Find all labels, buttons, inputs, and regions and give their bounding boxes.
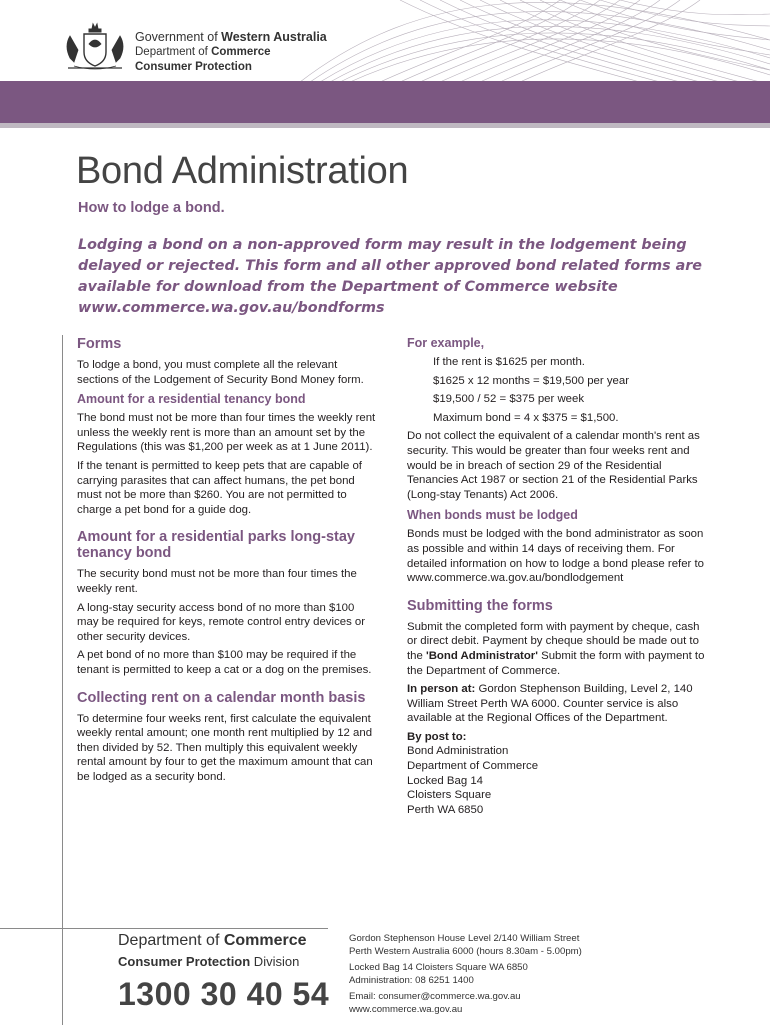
wa-coat-of-arms-icon bbox=[60, 22, 130, 74]
left-margin-rule bbox=[62, 335, 63, 1025]
example-line: $19,500 / 52 = $375 per week bbox=[433, 393, 585, 406]
residential-bond-paragraph-2: If the tenant is permitted to keep pets that are capable of carrying parasites that can affect humans, the pet bond must not be more than $260. You are not permitted to charge a pet bond for a guide dog. bbox=[77, 459, 362, 516]
parks-bond-heading: Amount for a residential parks long-stay tenancy bond bbox=[77, 529, 355, 562]
in-person-label: In person at: bbox=[407, 683, 476, 696]
footer-postal-line: Administration: 08 6251 1400 bbox=[349, 974, 474, 986]
gov-prefix: Government of bbox=[135, 30, 222, 44]
post-address-line: Perth WA 6850 bbox=[407, 803, 484, 816]
example-line: Maximum bond = 4 x $375 = $1,500. bbox=[433, 411, 619, 424]
residential-bond-heading: Amount for a residential tenancy bond bbox=[77, 392, 306, 407]
parks-bond-paragraph-1: The security bond must not be more than four times the weekly rent. bbox=[77, 568, 357, 595]
footer-postal-line: Locked Bag 14 Cloisters Square WA 6850 bbox=[349, 962, 528, 973]
example-paragraph: Do not collect the equivalent of a calendar month's rent as security. This would be greater than four weeks rent and would be in breach of section 29 of the Residential Tenancies Act 1987 or section 21 of the Residential Parks (Long-stay Tenants) Act 2006. bbox=[407, 430, 700, 501]
page-title: Bond Administration bbox=[76, 150, 409, 192]
post-address-block bbox=[407, 730, 707, 818]
footer-address-line: Gordon Stephenson House Level 2/140 William Street bbox=[349, 933, 580, 944]
dept-prefix: Department of bbox=[135, 46, 212, 58]
example-line: If the rent is $1625 per month. bbox=[433, 356, 585, 368]
intro-notice: Lodging a bond on a non-approved form may result in the lodgement being delayed or rejected. This form and all other approved bond related forms are available for download from the Department of Commerce website www.commerce.wa.gov.au/bondforms bbox=[78, 237, 702, 316]
footer-division bbox=[118, 954, 299, 969]
in-person-paragraph bbox=[407, 682, 707, 726]
footer-phone-number: 1300 30 40 54 bbox=[118, 976, 330, 1012]
in-person-text: Gordon Stephenson Building, Level 2, 140 William Street Perth WA 6000. Counter service is also available at the Regional Offices of the Department. bbox=[407, 683, 693, 725]
forms-paragraph: To lodge a bond, you must complete all the relevant sections of the Lodgement of Security Bond Money form. bbox=[77, 359, 364, 386]
left-column bbox=[77, 336, 377, 788]
bond-administrator-payee: 'Bond Administrator' bbox=[426, 649, 538, 662]
page-subtitle: How to lodge a bond. bbox=[78, 200, 225, 216]
footer-address-line: Perth Western Australia 6000 (hours 8.30am - 5.00pm) bbox=[349, 945, 582, 957]
submitting-heading: Submitting the forms bbox=[407, 597, 553, 614]
submitting-text-end: Submit the form with payment to the Department of Commerce. bbox=[407, 649, 705, 677]
footer-contact-block bbox=[349, 933, 582, 1016]
header-grey-band bbox=[0, 123, 770, 128]
when-lodged-heading: When bonds must be lodged bbox=[407, 508, 578, 523]
government-line bbox=[135, 30, 327, 45]
dept-name: Commerce bbox=[211, 46, 271, 58]
parks-bond-paragraph-2: A long-stay security access bond of no more than $100 may be required for keys, remote control entry devices or other security devices. bbox=[77, 601, 366, 643]
footer-email[interactable]: Email: consumer@commerce.wa.gov.au bbox=[349, 991, 521, 1002]
footer-dept-prefix: Department of bbox=[118, 932, 224, 949]
submitting-paragraph bbox=[407, 620, 707, 678]
calendar-month-heading: Collecting rent on a calendar month basis bbox=[77, 689, 366, 706]
example-line: $1625 x 12 months = $19,500 per year bbox=[433, 374, 629, 387]
when-lodged-paragraph: Bonds must be lodged with the bond administrator as soon as possible and within 14 days of receiving them. For detailed information on how to lodge a bond please refer to www.commerce.wa.gov.au/bondlodgement bbox=[407, 528, 704, 585]
footer-dept-name: Commerce bbox=[223, 932, 307, 949]
footer-website-link[interactable]: www.commerce.wa.gov.au bbox=[349, 1003, 463, 1015]
right-column bbox=[407, 336, 707, 817]
residential-bond-paragraph-1: The bond must not be more than four times the weekly rent unless the weekly rent is more than an amount set by the Regulations (this was $1,200 per week as at 1 June 2011). bbox=[77, 412, 376, 454]
footer-department bbox=[118, 932, 307, 950]
division-line: Consumer Protection bbox=[135, 61, 252, 73]
gov-name: Western Australia bbox=[221, 30, 327, 44]
calendar-month-paragraph: To determine four weeks rent, first calculate the equivalent weekly rental amount; one month rent multiplied by 12 and then divided by 52. Then multiply this equivalent weekly rental amount by four to get the maximum amount that can be lodged as a security bond. bbox=[77, 712, 373, 783]
post-address-line: Department of Commerce bbox=[407, 760, 539, 773]
department-line bbox=[135, 45, 327, 60]
parks-bond-paragraph-3: A pet bond of no more than $100 may be required if the tenant is permitted to keep a cat or a dog on the premises. bbox=[77, 649, 372, 676]
header-purple-band bbox=[0, 81, 770, 123]
post-address-line: Bond Administration bbox=[407, 745, 509, 758]
header-agency-block bbox=[135, 30, 327, 75]
submitting-text: Submit the completed form with payment by cheque, cash or direct debit. Payment by cheque should be made out to the bbox=[407, 620, 700, 662]
footer-division-suffix: Division bbox=[250, 954, 300, 969]
post-address-line: Cloisters Square bbox=[407, 789, 492, 802]
post-address-line: Locked Bag 14 bbox=[407, 774, 483, 787]
footer-rule bbox=[0, 928, 328, 929]
footer-division-name: Consumer Protection bbox=[118, 954, 251, 969]
example-heading: For example, bbox=[407, 336, 485, 350]
by-post-label: By post to: bbox=[407, 730, 467, 743]
forms-heading: Forms bbox=[77, 336, 122, 352]
example-calculation bbox=[407, 355, 707, 425]
